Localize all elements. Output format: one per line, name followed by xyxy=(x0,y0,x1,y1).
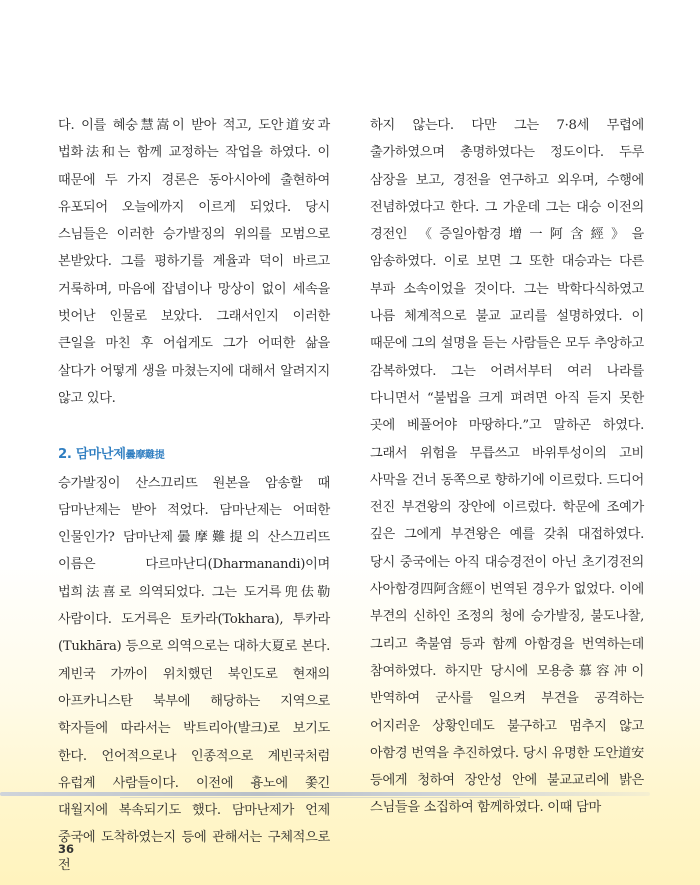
left-paragraph-2: 승가발징이 산스끄리뜨 원본을 암송할 때 담마난제는 받아 적었다. 담마난제는 어떠한 인물인가? 담마난제曇摩難提의 산스끄리뜨 이름은 다르마난디(Dharmanandi)이며 법희法喜로 의역되었다. 그는 도거륵兜佉勒 사람이다. 도거륵은 토카라(Tokhara), 투카라(Tukhāra) 등으로 의역으로는 대하大夏로 본다. 계빈국 가까이 위치했던 북인도로 현재의 아프카니스탄 북부에 해당하는 지역으로 학자들에 따라서는 박트리아(발크)로 보기도 한다. 언어적으로나 인종적으로 계빈국처럼 유럽계 사람들이다. 이전에 흉노에 쫓긴 대월지에 복속되기도 했다. 담마난제가 언제 중국에 도착하였는지 등에 관해서는 구체적으로 전 xyxy=(58,475,330,873)
section-heading-text: 2. 담마난제 xyxy=(58,447,126,463)
section-heading-hanja: 曇摩難提 xyxy=(125,450,165,462)
decorative-brush-stroke xyxy=(0,792,650,796)
left-column xyxy=(58,112,330,879)
right-column xyxy=(370,112,644,822)
right-paragraph-1: 하지 않는다. 다만 그는 7·8세 무렵에 출가하였으며 총명하였다는 정도이다. 두루 삼장을 보고, 경전을 연구하고 외우며, 수행에 전념하였다고 한다. 그 가운데 그는 대승 이전의 경전인 《증일아함경增一阿含經》을 암송하였다. 이로 보면 그 또한 대승과는 다른 부파 소속이었을 것이다. 그는 박학다식하였고 나름 체계적으로 불교 교리를 설명하였다. 이 때문에 그의 설명을 듣는 사람들은 모두 추앙하고 감복하였다. 그는 어려서부터 여러 나라를 다니면서 “불법을 크게 펴려면 아직 듣지 못한 곳에 베풀어야 마땅하다.”고 말하곤 하였다. 그래서 위험을 무릅쓰고 바위투성이의 고비 사막을 건너 동쪽으로 향하기에 이르렀다. 드디어 전진 부견왕의 장안에 이르렀다. 학문에 조예가 깊은 그에게 부견왕은 예를 갖춰 대접하였다. 당시 중국에는 아직 대승경전이 아닌 초기경전의 사아함경四阿含經이 번역된 경우가 없었다. 이에 부견의 신하인 조정의 청에 승가발징, 불도나찰, 그리고 축불염 등과 함께 아함경을 번역하는데 참여하였다. 하지만 당시에 모용충慕容冲이 반역하여 군사를 일으켜 부견을 공격하는 어지러운 상황인데도 불구하고 멈추지 않고 아함경 번역을 추진하였다. 당시 유명한 도안道安 등에게 청하여 장안성 안에 불교교리에 밝은 스님들을 소집하여 함께하였다. 이때 담마 xyxy=(370,118,644,816)
decorative-brush-stroke-thin xyxy=(120,797,520,798)
page-number: 36 xyxy=(58,842,75,856)
section-heading xyxy=(58,441,330,469)
left-paragraph-1: 다. 이를 혜숭慧嵩이 받아 적고, 도안道安과 법화法和는 함께 교정하는 작업을 하였다. 이 때문에 두 가지 경론은 동아시아에 출현하여 유포되어 오늘에까지 이르게 되었다. 당시 스님들은 이러한 승가발징의 위의를 모범으로 본받았다. 그를 평하기를 계율과 덕이 바르고 거룩하며, 마음에 잡념이나 망상이 없이 세속을 벗어난 인물로 보았다. 그래서인지 이러한 큰일을 마친 후 어쉽게도 그가 어떠한 삶을 살다가 어떻게 생을 마쳤는지에 대해서 알려지지 않고 있다. xyxy=(58,118,330,406)
